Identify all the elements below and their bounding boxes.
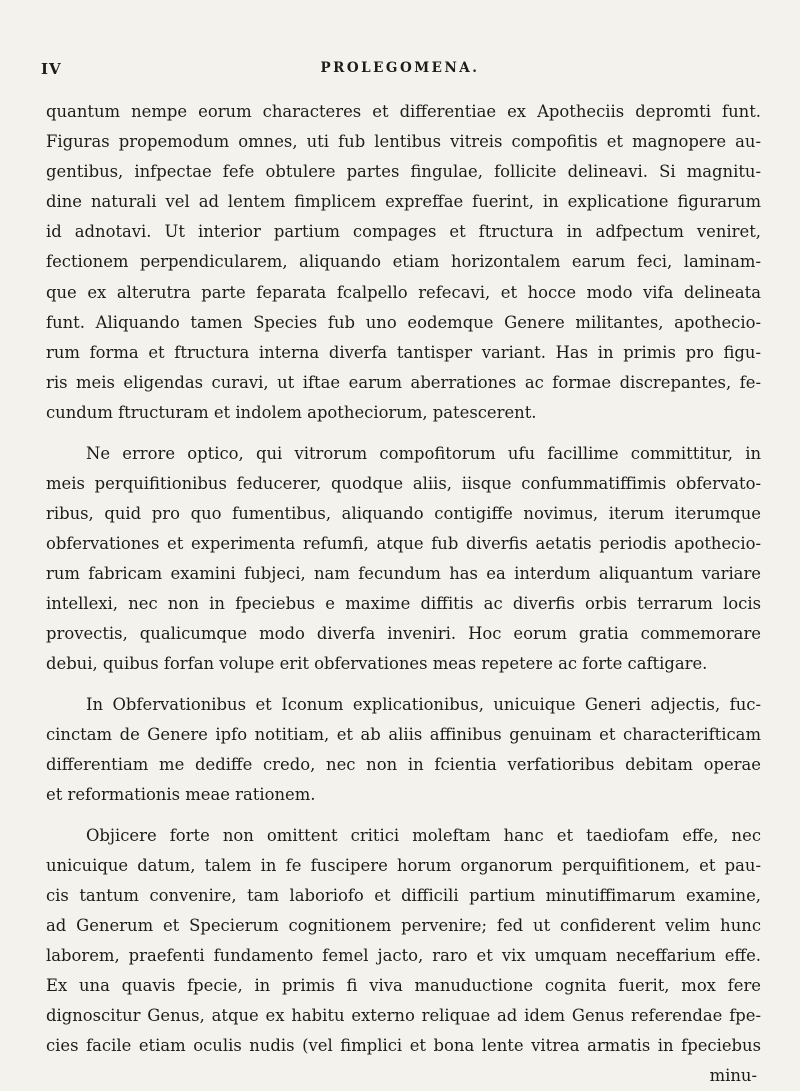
text-line: cinctam de Genere ipfo notitiam, et ab aliis affinibus genuinam et characterifticam [46, 724, 761, 744]
text-line: In Obfervationibus et Iconum explicationibus, unicuique Generi adjectis, fuc- [86, 694, 761, 714]
paragraph-gap [46, 810, 761, 821]
text-line: cundum ftructuram et indolem apotheciorum, patescerent. [46, 402, 537, 422]
text-line: provectis, qualicumque modo diverfa inveniri. Hoc eorum gratia commemorare [46, 624, 761, 644]
page-number: IV [41, 60, 62, 78]
text-line: fectionem perpendicularem, aliquando etiam horizontalem earum feci, laminam- [46, 252, 761, 272]
text-line: Figuras propemodum omnes, uti fub lentibus vitreis compofitis et magnopere au- [46, 132, 761, 152]
text-line: differentiam me dediffe credo, nec non in fcientia verfatioribus debitam operae [46, 754, 761, 774]
text-line: rum forma et ftructura interna diverfa tantisper variant. Has in primis pro figu- [46, 342, 761, 362]
paragraph [46, 97, 761, 428]
text-line: unicuique datum, talem in fe fuscipere horum organorum perquifitionem, et pau- [46, 855, 761, 875]
text-line: laborem, praefenti fundamento femel jacto, raro et vix umquam neceffarium effe. [46, 946, 761, 966]
running-title: PROLEGOMENA. [320, 60, 480, 76]
text-line: rum fabricam examini fubjeci, nam fecundum has ea interdum aliquantum variare [46, 563, 761, 583]
text-line: cies facile etiam oculis nudis (vel fimplici et bona lente vitrea armatis in fpeciebus [46, 1036, 761, 1056]
text-line: que ex alterutra parte feparata fcalpello refecavi, et hocce modo vifa delineata [46, 282, 761, 302]
text-line: funt. Aliquando tamen Species fub uno eodemque Genere militantes, apothecio- [46, 312, 761, 332]
text-line: dine naturali vel ad lentem fimplicem expreffae fuerint, in explicatione figurarum [46, 192, 761, 212]
text-line: debui, quibus forfan volupe erit obfervationes meas repetere ac forte caftigare. [46, 654, 708, 674]
text-line: gentibus, infpectae fefe obtulere partes fingulae, follicite delineavi. Si magnitu- [46, 162, 761, 182]
text-line: quantum nempe eorum characteres et differentiae ex Apotheciis depromti funt. [46, 102, 761, 121]
text-line: ris meis eligendas curavi, ut iftae earum aberrationes ac formae discrepantes, fe- [46, 372, 761, 392]
text-line: dignoscitur Genus, atque ex habitu externo reliquae ad idem Genus referendae fpe- [46, 1006, 761, 1026]
text-line: Objicere forte non omittent critici moleftam hanc et taediofam effe, nec [86, 825, 761, 845]
text-line: ad Generum et Specierum cognitionem pervenire; fed ut confiderent velim hunc [46, 915, 761, 935]
text-line: obfervationes et experimenta refumfi, atque fub diverfis aetatis periodis apothecio- [46, 533, 761, 553]
text-line: ribus, quid pro quo fumentibus, aliquando contigiffe novimus, iterum iterumque [46, 503, 761, 523]
paragraph-gap [46, 679, 761, 690]
paragraph [46, 690, 761, 810]
text-line: Ex una quavis fpecie, in primis fi viva manuductione cognita fuerit, mox fere [46, 976, 761, 996]
text-line: id adnotavi. Ut interior partium compages et ftructura in adfpectum veniret, [46, 222, 761, 242]
paragraph-gap [46, 428, 761, 439]
text-line: Ne errore optico, qui vitrorum compofitorum ufu facillime committitur, in [86, 443, 761, 463]
text-line: cis tantum convenire, tam laboriofo et difficili partium minutiffimarum examine, [46, 885, 761, 905]
text-line: meis perquifitionibus feducerer, quodque aliis, iisque confummatiffimis obfervato- [46, 473, 761, 493]
body-text [46, 97, 761, 1091]
text-line: et reformationis meae rationem. [46, 785, 316, 805]
catchword: minu- [709, 1066, 757, 1086]
text-line: intellexi, nec non in fpeciebus e maxime diffitis ac diverfis orbis terrarum locis [46, 594, 761, 613]
paragraph [46, 439, 761, 680]
paragraph [46, 821, 761, 1062]
